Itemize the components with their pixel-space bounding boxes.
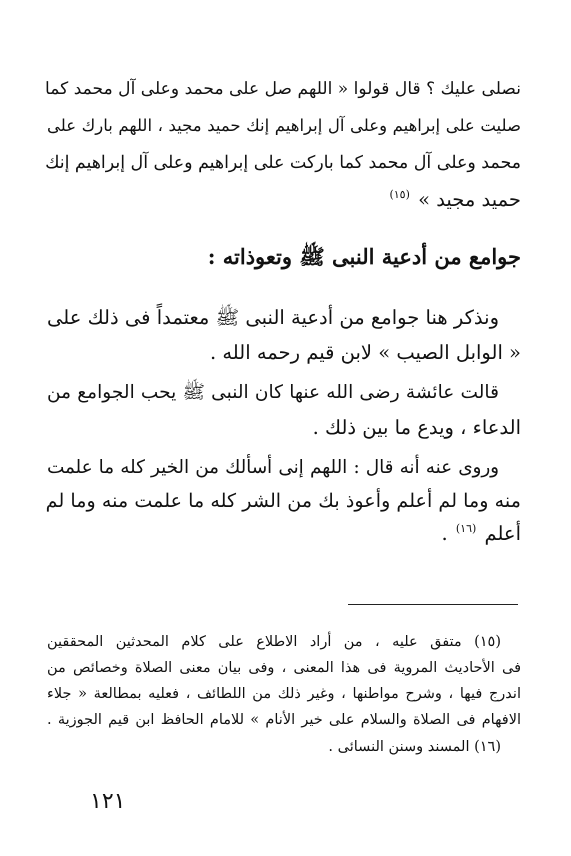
text-run: . <box>441 522 448 545</box>
text-run: « الوابل الصيب » لابن قيم رحمه الله . <box>209 341 521 364</box>
paragraph-1-line-1 <box>47 72 521 106</box>
text-run: منه وما لم أعلم وأعوذ بك من الشر كله ما علمت منه وما لم <box>45 489 521 512</box>
paragraph-1-line-3 <box>47 146 521 180</box>
paragraph-2-line-2 <box>210 336 521 370</box>
section-heading <box>208 240 521 274</box>
paragraph-1-line-2 <box>47 109 521 143</box>
text-run: حميد مجيد » <box>418 188 521 211</box>
footnote-15-line-1 <box>47 630 521 655</box>
text-run: فى الأحاديث المروية فى هذا المعنى ، وفى بيان معنى الصلاة وخصائص من <box>47 660 521 676</box>
text-run: (١٥) متفق عليه ، من أراد الاطلاع على كلام المحدثين المحققين <box>47 634 501 650</box>
paragraph-3-line-2 <box>313 411 521 445</box>
text-run: وروى عنه أنه قال : اللهم إنى أسألك من الخير كله ما علمت <box>47 457 499 478</box>
paragraph-4-line-1 <box>47 451 521 485</box>
text-run: نصلى عليك ؟ قال قولوا « اللهم صل على محمد وعلى آل محمد كما <box>45 79 521 99</box>
footnote-ref-15: (١٥) <box>389 188 410 201</box>
footnote-15-line-3 <box>47 682 521 707</box>
footnote-separator <box>348 604 518 605</box>
text-run: الافهام فى الصلاة والسلام على خير الأنام » للامام الحافظ ابن قيم الجوزية . <box>47 712 521 728</box>
heading-text: جوامع من أدعية النبى ﷺ وتعوذاته : <box>207 244 521 269</box>
text-run: أعلم <box>484 522 521 545</box>
footnote-16 <box>328 735 521 760</box>
paragraph-3-line-1 <box>47 376 521 410</box>
text-run: اندرج فيها ، وشرح مواطنها ، وغير ذلك من اللطائف ، فعليه بمطالعة « جلاء <box>47 686 521 702</box>
footnote-15-line-2 <box>47 656 521 681</box>
paragraph-2-line-1 <box>47 301 521 335</box>
paragraph-1-line-4 <box>387 183 521 220</box>
page-number: ١٢١ <box>90 789 126 814</box>
footnote-ref-16: (١٦) <box>455 522 477 535</box>
text-run: الدعاء ، ويدع ما بين ذلك . <box>312 416 521 439</box>
text-run: محمد وعلى آل محمد كما باركت على إبراهيم وعلى آل إبراهيم إنك <box>45 153 521 173</box>
paragraph-4-line-3 <box>441 517 521 554</box>
footnote-15-line-4 <box>47 708 521 733</box>
text-run: صليت على إبراهيم وعلى آل إبراهيم إنك حميد مجيد ، اللهم بارك على <box>47 116 521 135</box>
text-run: قالت عائشة رضى الله عنها كان النبى ﷺ يحب الجوامع من <box>47 382 499 403</box>
text-run: ونذكر هنا جوامع من أدعية النبى ﷺ معتمداً فى ذلك على <box>47 306 499 329</box>
text-run: (١٦) المسند وسنن النسائى . <box>328 739 501 755</box>
paragraph-4-line-2 <box>47 484 521 518</box>
